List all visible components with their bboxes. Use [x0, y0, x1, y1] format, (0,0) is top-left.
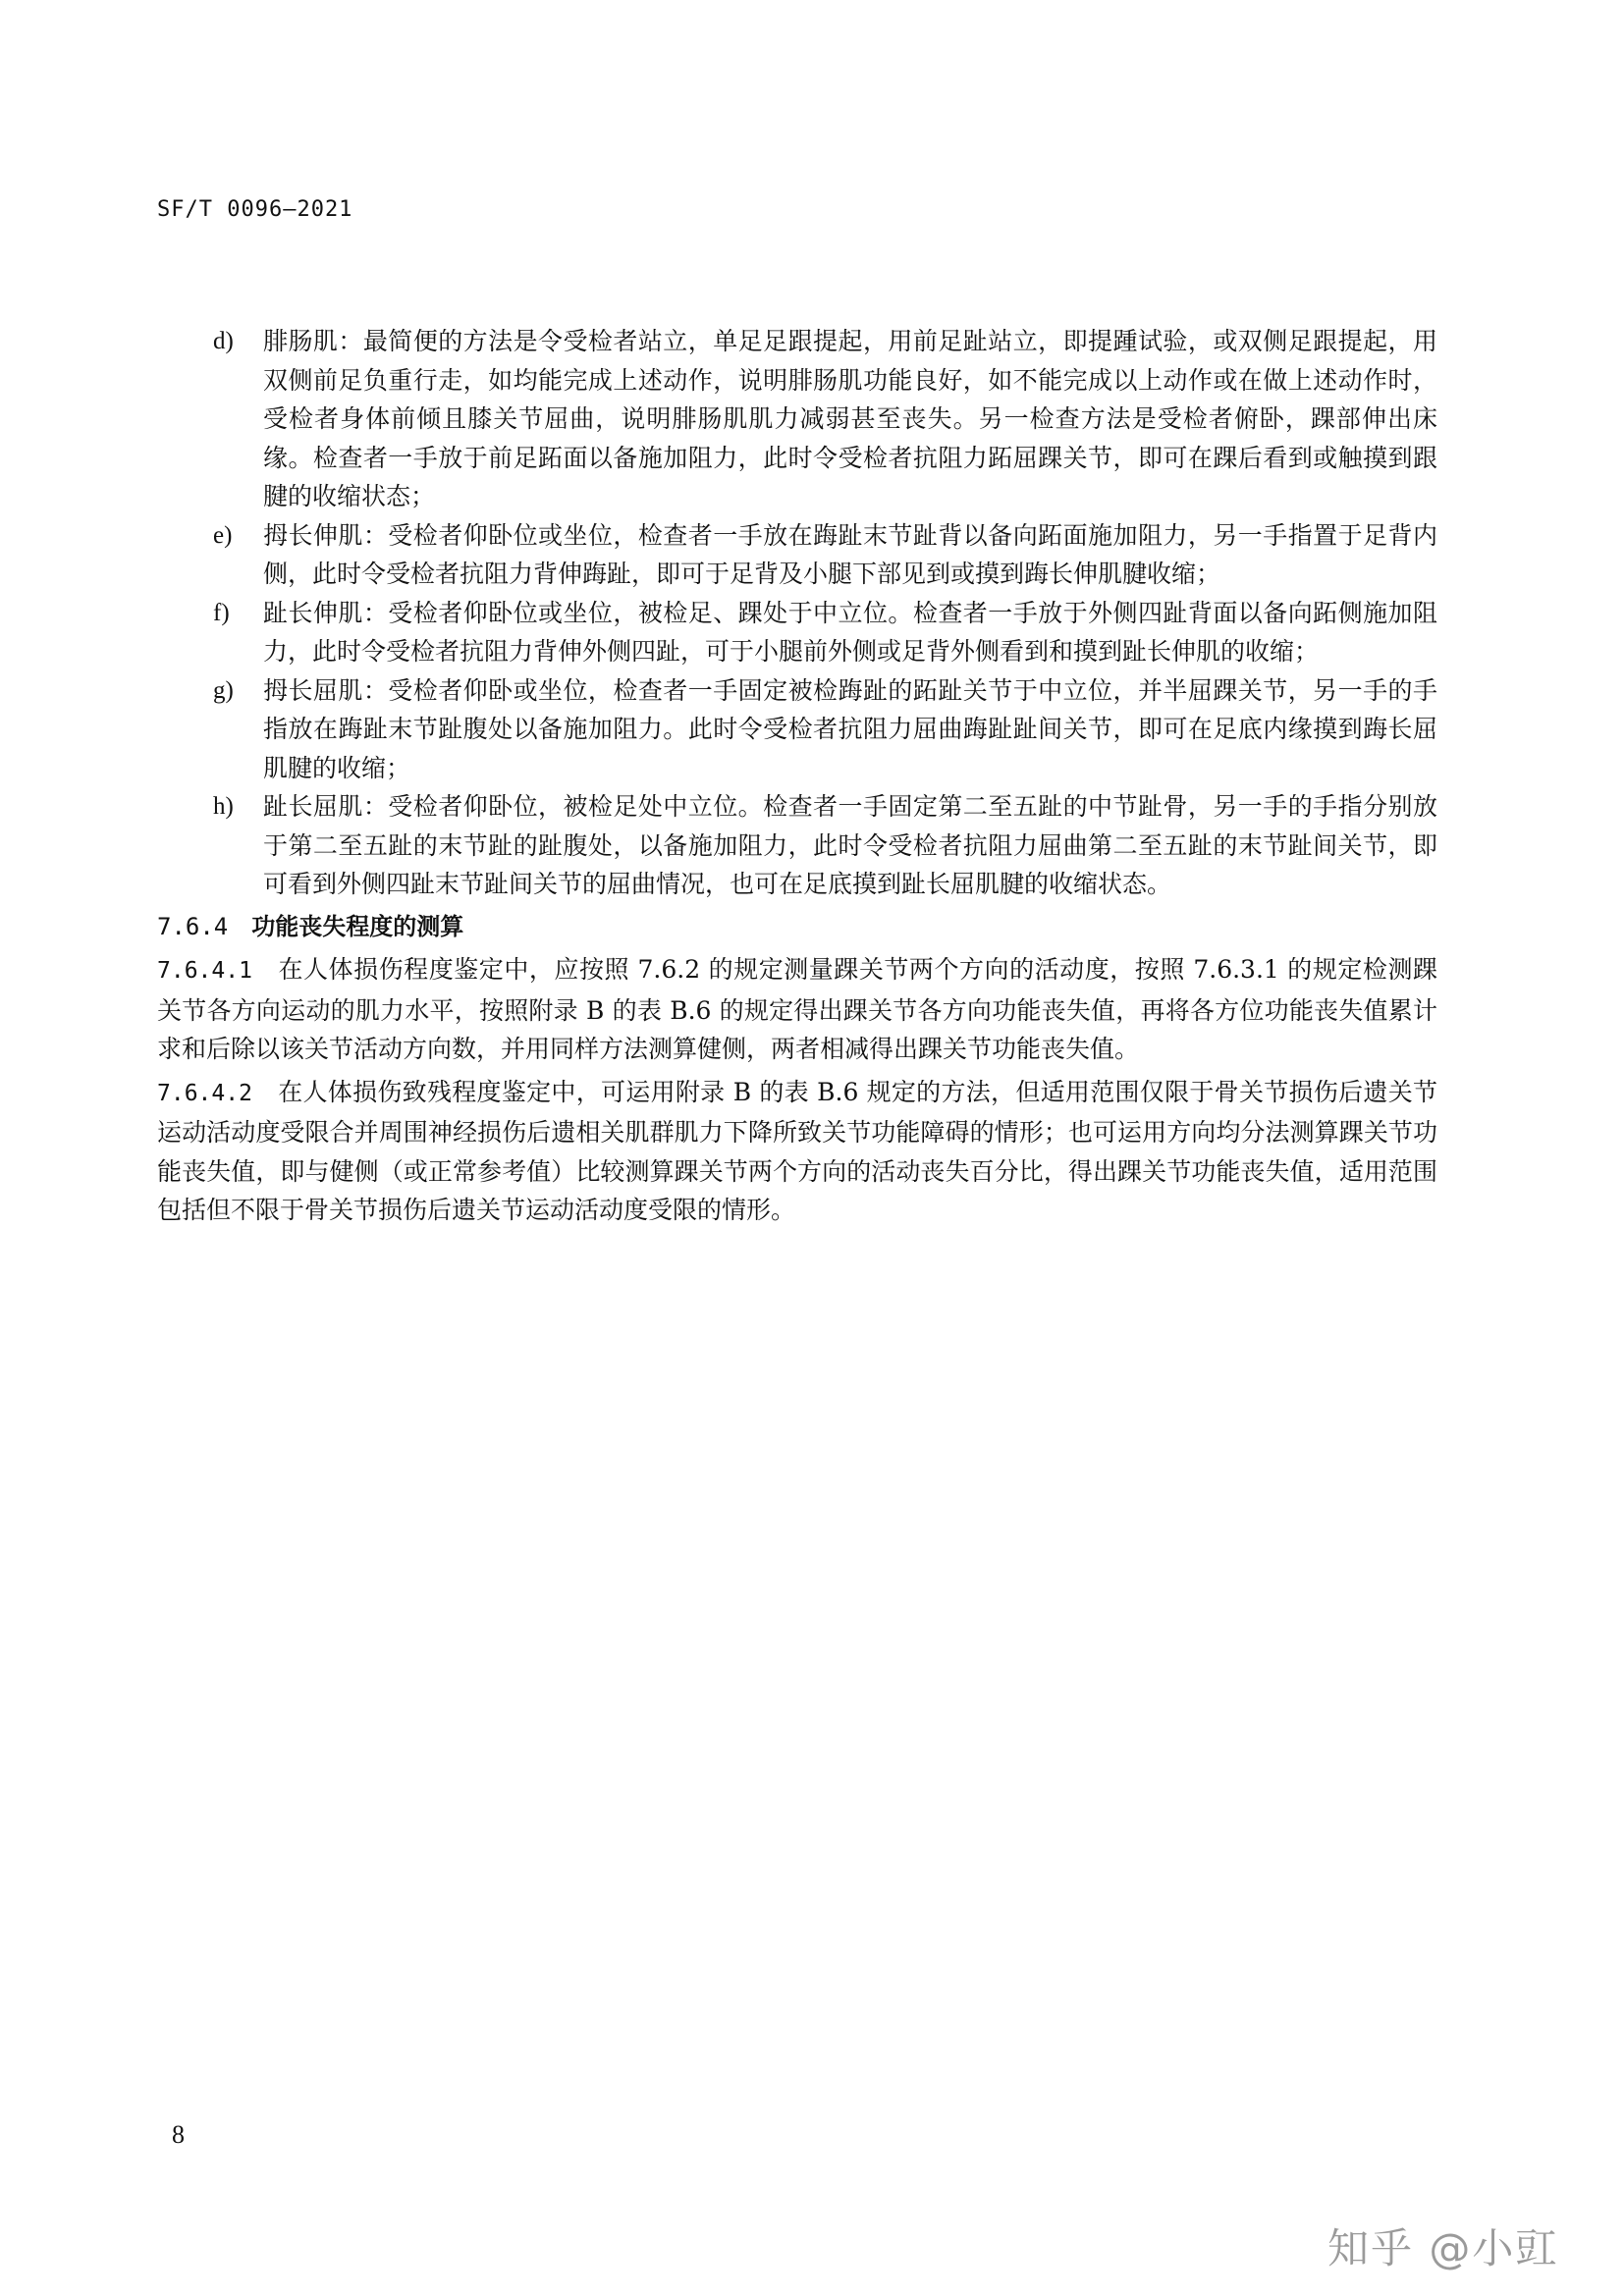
page-number: 8	[172, 2120, 185, 2149]
document-body	[157, 322, 1437, 1230]
document-code: SF/T 0096—2021	[157, 197, 353, 222]
clause-text: 在人体损伤程度鉴定中，应按照 7.6.2 的规定测量踝关节两个方向的活动度，按照 7.6.3.1 的规定检测踝关节各方向运动的肌力水平，按照附录 B 的表 B.6 的规定得出踝关节各方向功能丧失值，再将各方位功能丧失值累计求和后除以该关节活动方向数，并用同样方法测算健侧，两者相减得出踝关节功能丧失值。	[157, 955, 1437, 1063]
list-marker: f)	[213, 599, 230, 626]
list-marker: g)	[213, 676, 234, 704]
paragraph-7-6-4-2	[157, 1073, 1437, 1230]
list-text: 趾长伸肌：受检者仰卧位或坐位，被检足、踝处于中立位。检查者一手放于外侧四趾背面以备向跖侧施加阻力，此时令受检者抗阻力背伸外侧四趾，可于小腿前外侧或足背外侧看到和摸到趾长伸肌的收缩；	[263, 598, 1437, 666]
clause-number: 7.6.4.1	[157, 958, 252, 984]
section-number: 7.6.4	[157, 912, 229, 940]
list-marker: h)	[213, 793, 234, 820]
list-text: 拇长屈肌：受检者仰卧或坐位，检查者一手固定被检踇趾的跖趾关节于中立位，并半屈踝关节，另一手的手指放在踇趾末节趾腹处以备施加阻力。此时令受检者抗阻力屈曲踇趾趾间关节，即可在足底内缘摸到踇长屈肌腱的收缩；	[263, 675, 1437, 782]
watermark: 知乎 @小豇	[1327, 2224, 1559, 2272]
list-item-g	[157, 671, 1437, 788]
section-heading	[157, 908, 1437, 947]
paragraph-7-6-4-1	[157, 950, 1437, 1069]
list-item-h	[157, 787, 1437, 904]
list-item-f	[157, 594, 1437, 671]
list-marker: e)	[213, 521, 233, 549]
list-marker: d)	[213, 328, 234, 354]
list-text: 趾长屈肌：受检者仰卧位，被检足处中立位。检查者一手固定第二至五趾的中节趾骨，另一手的手指分别放于第二至五趾的末节趾的趾腹处，以备施加阻力，此时令受检者抗阻力屈曲第二至五趾的末节趾间关节，即可看到外侧四趾末节趾间关节的屈曲情况，也可在足底摸到趾长屈肌腱的收缩状态。	[263, 792, 1437, 898]
clause-number: 7.6.4.2	[157, 1080, 252, 1106]
clause-text: 在人体损伤致残程度鉴定中，可运用附录 B 的表 B.6 规定的方法，但适用范围仅限于骨关节损伤后遗关节运动活动度受限合并周围神经损伤后遗相关肌群肌力下降所致关节功能障碍的情形；也可运用方向均分法测算踝关节功能丧失值，即与健侧（或正常参考值）比较测算踝关节两个方向的活动丧失百分比，得出踝关节功能丧失值，适用范围包括但不限于骨关节损伤后遗关节运动活动度受限的情形。	[157, 1077, 1437, 1224]
list-text: 腓肠肌：最简便的方法是令受检者站立，单足足跟提起，用前足趾站立，即提踵试验，或双侧足跟提起，用双侧前足负重行走，如均能完成上述动作，说明腓肠肌功能良好，如不能完成以上动作或在做上述动作时，受检者身体前倾且膝关节屈曲，说明腓肠肌肌力减弱甚至丧失。另一检查方法是受检者俯卧，踝部伸出床缘。检查者一手放于前足跖面以备施加阻力，此时令受检者抗阻力跖屈踝关节，即可在踝后看到或触摸到跟腱的收缩状态；	[263, 327, 1437, 510]
list-item-d	[157, 322, 1437, 516]
list-text: 拇长伸肌：受检者仰卧位或坐位，检查者一手放在踇趾末节趾背以备向跖面施加阻力，另一手指置于足背内侧，此时令受检者抗阻力背伸踇趾，即可于足背及小腿下部见到或摸到踇长伸肌腱收缩；	[263, 520, 1437, 588]
list-item-e	[157, 516, 1437, 594]
section-title: 功能丧失程度的测算	[251, 912, 464, 940]
